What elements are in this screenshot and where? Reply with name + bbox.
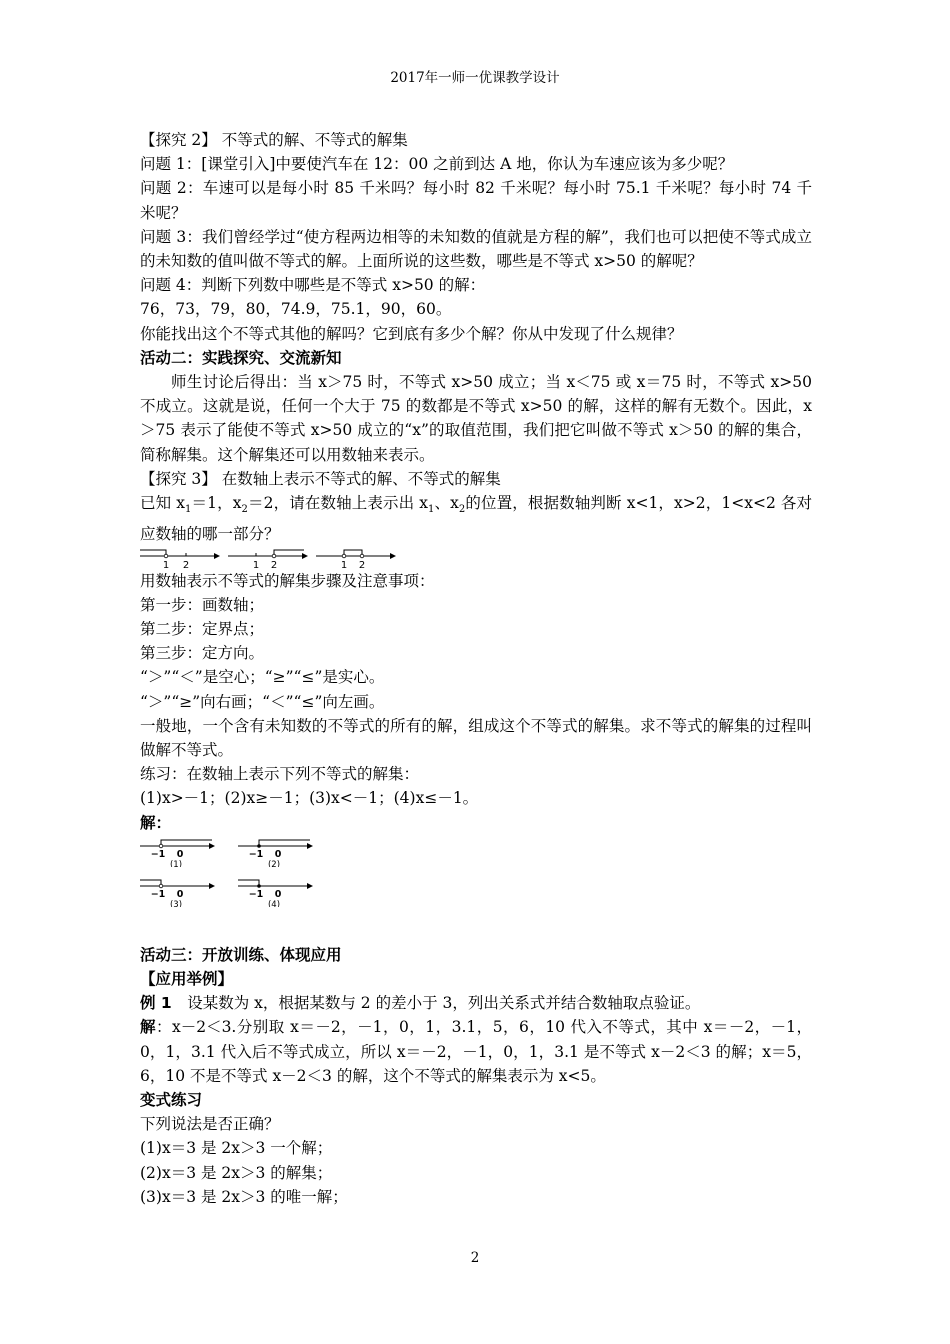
- activity-3-heading: 活动三：开放训练、体现应用: [140, 945, 342, 964]
- solution-number-line-1: [140, 837, 215, 867]
- solution-label: 解：: [140, 812, 172, 832]
- spacer: [140, 913, 812, 943]
- document-body: [140, 128, 812, 1209]
- page-number: 2: [470, 1250, 480, 1266]
- question-4: 问题 4：判断下列数中哪些是不等式 x>50 的解：: [140, 276, 486, 295]
- example-1: 例 1 设某数为 x，根据某数与 2 的差小于 3，列出关系式并结合数轴取点验证。: [140, 994, 701, 1013]
- tick-neg-one: −1: [248, 848, 264, 860]
- question-3: 问题 3：我们曾经学过“使方程两边相等的未知数的值就是方程的解”，我们也可以把使不等式成立的未知数的值叫做不等式的解。上面所说的这些数，哪些是不等式 x>50 的解呢？: [140, 227, 812, 271]
- section-heading-explore-2: 【探究 2】 不等式的解、不等式的解集: [140, 131, 408, 149]
- number-line-1-lt-x-lt-2: [316, 547, 396, 569]
- number-line-x-greater-2: [228, 547, 308, 569]
- solution-figures: [140, 837, 812, 913]
- solution-number-line-3: [140, 877, 215, 907]
- tick-label-2: 2: [182, 559, 190, 569]
- caption-4: (4): [267, 899, 281, 907]
- tick-neg-one: −1: [248, 888, 264, 900]
- application-examples-heading: 【应用举例】: [140, 969, 234, 988]
- step-2: 第二步：定界点；: [140, 619, 265, 638]
- question-2: 问题 2：车速可以是每小时 85 千米吗？每小时 82 千米呢？每小时 75.1 千米呢？每小时 74 千米呢？: [140, 179, 812, 222]
- tick-zero: 0: [274, 888, 282, 900]
- tick-label-1: 1: [252, 559, 260, 569]
- variant-item-2: (2)x＝3 是 2x＞3 的解集；: [140, 1163, 333, 1182]
- section-heading-explore-3: 【探究 3】 在数轴上表示不等式的解、不等式的解集: [140, 469, 501, 488]
- tick-neg-one: −1: [150, 848, 166, 860]
- solution-number-line-2: [238, 837, 313, 867]
- caption-2: (2): [267, 859, 281, 867]
- follow-up-question: 你能找出这个不等式其他的解吗？它到底有多少个解？你从中发现了什么规律？: [140, 324, 683, 343]
- activity-2-heading: 活动二：实践探究、交流新知: [140, 348, 342, 367]
- discussion-paragraph: 师生讨论后得出：当 x＞75 时，不等式 x>50 成立；当 x＜75 或 x＝75 时，不等式 x>50 不成立。这就是说，任何一个大于 75 的数都是不等式 x>50 的解，这样的解有无数个。因此，x＞75 表示了能使不等式 x>50 成立的“x”的取值范围，我们把它叫做不等式 x＞50 的解的集合，简称解集。这个解集还可以用数轴来表示。: [140, 373, 812, 464]
- tick-label-2: 2: [358, 559, 366, 569]
- number-line-x-less-1: [140, 547, 220, 569]
- question-1: 问题 1：[课堂引入]中要使汽车在 12：00 之前到达 A 地，你认为车速应该为多少呢？: [140, 155, 734, 174]
- definition-paragraph: 一般地，一个含有未知数的不等式的所有的解，组成这个不等式的解集。求不等式的解集的过程叫做解不等式。: [140, 716, 812, 759]
- tick-zero: 0: [274, 848, 282, 860]
- solution-number-line-4: [238, 877, 313, 907]
- number-list: 76，73，79，80，74.9，75.1，90，60。: [140, 300, 452, 319]
- exercise-intro: 练习：在数轴上表示下列不等式的解集：: [140, 765, 420, 784]
- caption-3: (3): [169, 899, 183, 907]
- variant-item-1: (1)x＝3 是 2x＞3 一个解；: [140, 1139, 333, 1158]
- caption-1: (1): [169, 859, 183, 867]
- exercise-items: (1)x>－1；(2)x≥－1；(3)x<－1；(4)x≤－1。: [140, 789, 479, 808]
- tick-zero: 0: [176, 848, 184, 860]
- steps-intro: 用数轴表示不等式的解集步骤及注意事项：: [140, 571, 435, 590]
- tick-label-2: 2: [270, 559, 278, 569]
- tick-neg-one: −1: [150, 888, 166, 900]
- step-1: 第一步：画数轴；: [140, 595, 265, 614]
- tick-label-1: 1: [162, 559, 170, 569]
- example-1-solution: 解：x－2＜3.分别取 x＝－2，－1，0，1，3.1，5，6，10 代入不等式，其中 x＝－2，－1，0，1，3.1 代入后不等式成立，所以 x＝－2，－1，0，1，3.1 是不等式 x－2＜3 的解；x＝5，6，10 不是不等式 x－2＜3 的解，这个不等式的解集表示为 x<5。: [140, 1018, 812, 1085]
- variant-question: 下列说法是否正确？: [140, 1115, 280, 1134]
- number-line-figures: [140, 547, 812, 569]
- note-circle-type: “＞”“＜”是空心；“≥”“≤”是实心。: [140, 668, 385, 687]
- variant-item-3: (3)x＝3 是 2x＞3 的唯一解；: [140, 1187, 348, 1206]
- step-3: 第三步：定方向。: [140, 644, 265, 663]
- tick-label-1: 1: [340, 559, 348, 569]
- note-direction: “＞”“≥”向右画；“＜”“≤”向左画。: [140, 692, 385, 711]
- variant-exercise-heading: 变式练习: [140, 1091, 203, 1109]
- tick-zero: 0: [176, 888, 184, 900]
- page-header: 2017年一师一优课教学设计: [390, 70, 560, 86]
- number-line-question: 已知 $x_1=1$，$x_2=2$，请在数轴上表示出 $x_1$、$x_2$的位置，根据数轴判断 x<1，x>2，1<x<2 各对应数轴的哪一部分？: [140, 494, 813, 544]
